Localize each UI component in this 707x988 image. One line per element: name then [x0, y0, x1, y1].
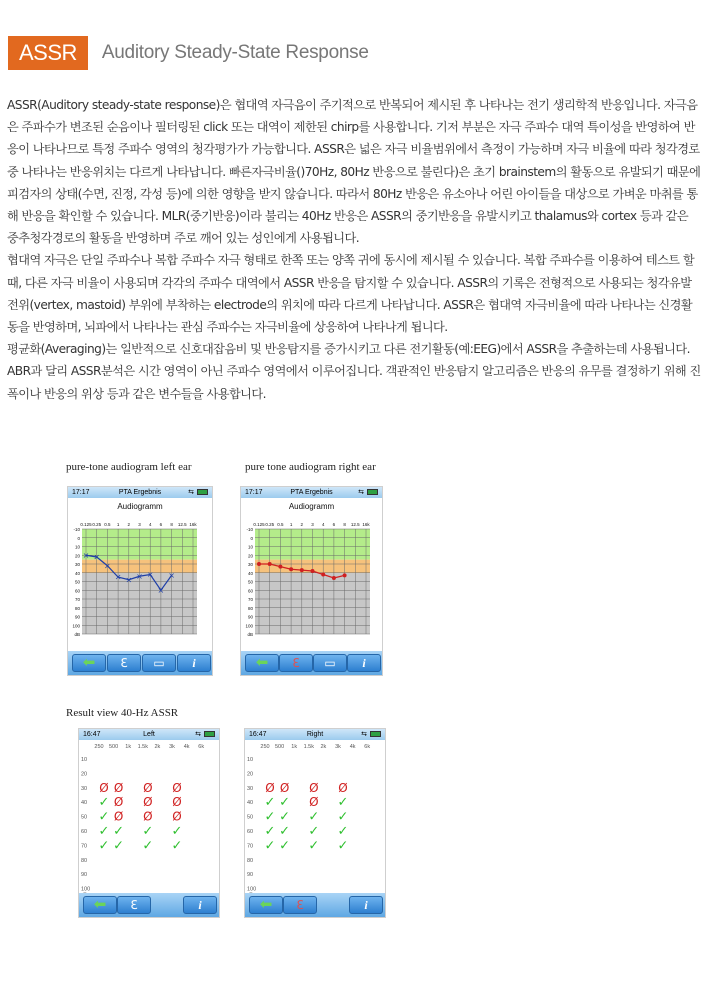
usb-icon: ⇆	[195, 731, 201, 738]
print-button[interactable]	[142, 654, 176, 672]
response-check-icon: ✓	[98, 795, 110, 811]
audiogram-chart-right	[241, 511, 384, 649]
ear-button[interactable]	[283, 896, 317, 914]
x-tick-label: 3	[311, 522, 314, 527]
y-tick-label: 20	[247, 553, 253, 559]
y-tick-label: -10	[246, 527, 253, 532]
data-point: ×	[114, 572, 122, 582]
no-response-icon: Ø	[172, 795, 182, 810]
row-label: 80	[81, 857, 88, 864]
y-tick-label: 40	[247, 570, 253, 576]
row-label: 60	[247, 829, 254, 835]
button-bar	[245, 893, 385, 917]
column-header: 1.5k	[303, 744, 315, 750]
x-tick-label: 3	[138, 522, 141, 527]
y-tick-label: 40	[74, 570, 80, 576]
battery-icon	[367, 489, 378, 495]
print-button[interactable]	[313, 654, 347, 672]
battery-icon	[204, 731, 215, 737]
column-header: 500	[109, 744, 119, 750]
no-response-icon: Ø	[279, 780, 290, 795]
no-response-icon: Ø	[309, 795, 319, 810]
y-tick-label: 0	[77, 535, 80, 541]
response-check-icon: ✓	[264, 809, 276, 825]
y-tick-label: 0	[250, 535, 253, 541]
body-text	[7, 94, 701, 405]
section-badge: ASSR	[8, 36, 88, 70]
column-header: 1k	[291, 744, 298, 750]
x-tick-label: 0.25	[265, 522, 275, 527]
section-subtitle: Auditory Steady-State Response	[101, 42, 369, 63]
info-icon: i	[364, 898, 368, 912]
data-point	[278, 565, 282, 569]
row-label: 30	[81, 785, 88, 792]
y-tick-label: 10	[74, 544, 80, 550]
row-label: 20	[81, 771, 88, 778]
y-tick-label: 100	[245, 623, 253, 629]
row-label: 50	[81, 814, 88, 821]
assr-result-grid-left	[79, 740, 221, 895]
usb-icon: ⇆	[361, 731, 367, 738]
row-label: 10	[81, 757, 88, 763]
ear-button[interactable]	[279, 654, 313, 672]
x-tick-label: 12.5	[177, 522, 187, 527]
response-check-icon: ✓	[337, 838, 349, 854]
row-label: 90	[81, 872, 88, 879]
y-tick-label: 70	[247, 597, 253, 602]
battery-icon	[197, 489, 208, 495]
back-button[interactable]	[249, 896, 283, 914]
x-tick-label: 8	[343, 522, 346, 527]
info-button[interactable]	[177, 654, 211, 672]
paragraph: 평균화(Averaging)는 일반적으로 신호대잡음비 및 반응탐지를 증가시키고 다른 전기활동(예:EEG)에서 ASSR을 추출하는데 사용됩니다. ABR과 달리 ASSR분석은 시간 영역이 아닌 주파수 영역에서 이루어집니다. 객관적인 반응탐지 알고리즘은 반응의 유무를 결정하기 위해 진폭이나 반응의 위상 등과 같은 변수들을 사용합니다.	[7, 342, 701, 401]
response-check-icon: ✓	[264, 795, 276, 811]
caption-right-audiogram: pure tone audiogram right ear	[245, 461, 376, 473]
data-point	[332, 576, 336, 580]
column-header: 6k	[198, 744, 205, 750]
column-header: 1k	[125, 744, 132, 750]
info-button[interactable]	[183, 896, 217, 914]
y-tick-label: dB	[74, 632, 80, 637]
data-point	[300, 568, 304, 572]
screen-title: PTA Ergebnis	[290, 489, 333, 496]
x-tick-label: 0.125	[253, 522, 265, 527]
row-label: 90	[247, 872, 254, 879]
x-tick-label: 0.25	[92, 522, 102, 527]
x-tick-label: 16k	[189, 522, 197, 527]
back-arrow-icon: ⬅	[255, 653, 269, 671]
info-icon: i	[192, 656, 196, 670]
back-button[interactable]	[83, 896, 117, 914]
y-tick-label: 10	[247, 544, 253, 550]
data-point: ×	[168, 570, 175, 580]
caption-left-audiogram: pure-tone audiogram left ear	[66, 461, 192, 473]
x-tick-label: 12.5	[350, 522, 360, 527]
x-tick-label: 6	[159, 522, 163, 527]
no-response-icon: Ø	[113, 809, 124, 824]
y-tick-label: 80	[247, 605, 253, 611]
status-time: 16:47	[249, 731, 267, 738]
caption-result-view: Result view 40-Hz ASSR	[66, 707, 179, 719]
button-bar	[241, 651, 382, 675]
no-response-icon: Ø	[338, 780, 348, 795]
ear-button[interactable]	[117, 896, 151, 914]
response-check-icon: ✓	[279, 838, 291, 854]
x-tick-label: 0.125	[80, 522, 92, 527]
usb-icon: ⇆	[358, 489, 364, 496]
assr-result-grid-right	[245, 740, 387, 895]
back-button[interactable]	[72, 654, 106, 672]
paragraph: 협대역 자극은 단일 주파수나 복합 주파수 자극 형태로 한쪽 또는 양쪽 귀에 동시에 제시될 수 있습니다. 복합 주파수를 이용하여 테스트 할 때, 다른 자극 비율이 사용되며 각각의 주파수 대역에서 ASSR 반응을 탐지할 수 있습니다. ASSR의 기록은 전형적으로 사용되는 청각유발전위(vertex, mastoid) 부위에 부착하는 electrode의 위치에 따라 다르게 나타납니다. ASSR은 협대역 자극비율에 따라 나타나는 신경활동을 반영하며, 뇌파에서 나타나는 관심 주파수는 자극비율에 상응하여 나타나게 됩니다.	[7, 253, 695, 335]
status-time: 17:17	[72, 489, 90, 496]
x-tick-label: 1	[116, 522, 120, 527]
screen-title: Left	[143, 731, 155, 738]
response-check-icon: ✓	[98, 824, 110, 839]
data-point	[268, 562, 272, 566]
status-time: 16:47	[83, 731, 101, 738]
data-point: ×	[82, 550, 90, 560]
no-response-icon: Ø	[99, 780, 109, 795]
x-tick-label: 4	[321, 522, 325, 527]
ear-button[interactable]	[107, 654, 141, 672]
x-tick-label: 4	[148, 522, 152, 527]
no-response-icon: Ø	[172, 809, 182, 824]
response-check-icon: ✓	[308, 809, 320, 825]
paragraph: ASSR(Auditory steady-state response)은 협대역 자극음이 주기적으로 반복되어 제시된 후 나타나는 전기 생리학적 반응입니다. 자극음은 주파수가 변조된 순음이나 필터링된 click 또는 대역이 제한된 chirp를 사용합니다. 기저 부분은 자극 주파수 대역 특이성을 반영하여 반응이 나타나므로 특정 주파수 영역의 청각평가가 가능합니다. ASSR은 넓은 자극 비율범위에서 측정이 가능하며 자극 비율에 따라 청각경로 중 나타나는 반응위치는 다르게 나타납니다. 빠른자극비율()70Hz, 80Hz 반응으로 불린다)은 초기 brainstem의 활동으로 유발되기 때문에 피검자의 상태(수면, 진정, 각성 등)에 의한 영향을 받지 않습니다. 따라서 80Hz 반응은 유소아나 어린 아이들을 대상으로 가벼운 마취를 통해 반응을 확인할 수 있습니다. MLR(중기반응)이라 불리는 40Hz 반응은 ASSR의 중기반응을 유발시키고 thalamus와 cortex 등과 같은 중추청각경로의 활동을 반영하며 주로 깨어 있는 성인에게 사용됩니다.	[7, 98, 701, 246]
status-bar	[241, 487, 382, 498]
audiogram-device-left	[67, 486, 213, 676]
y-tick-label: dB	[247, 632, 253, 637]
battery-icon	[370, 731, 381, 737]
column-header: 3k	[169, 744, 175, 750]
no-response-icon: Ø	[172, 780, 182, 795]
no-response-icon: Ø	[113, 795, 124, 810]
result-device-left	[78, 728, 220, 918]
status-time: 17:17	[245, 489, 263, 496]
y-tick-label: 70	[74, 597, 80, 602]
y-tick-label: 30	[74, 562, 80, 567]
response-check-icon: ✓	[264, 824, 276, 839]
y-tick-label: 60	[74, 588, 80, 594]
column-header: 2k	[154, 744, 161, 750]
no-response-icon: Ø	[309, 780, 319, 795]
response-check-icon: ✓	[337, 824, 349, 839]
row-label: 100	[81, 886, 91, 893]
row-label: 100	[247, 886, 257, 893]
data-point	[289, 567, 293, 571]
response-check-icon: ✓	[337, 809, 349, 825]
column-header: 3k	[335, 744, 341, 750]
back-arrow-icon: ⬅	[259, 895, 273, 913]
response-check-icon: ✓	[171, 838, 183, 854]
response-check-icon: ✓	[98, 838, 110, 854]
status-bar	[79, 729, 219, 740]
row-label: 20	[247, 771, 254, 778]
screen-title: PTA Ergebnis	[118, 489, 162, 496]
no-response-icon: Ø	[143, 809, 153, 824]
row-label: 10	[247, 757, 254, 763]
status-bar	[68, 487, 212, 498]
button-bar	[79, 893, 219, 917]
data-point	[321, 573, 325, 577]
response-check-icon: ✓	[171, 824, 183, 839]
response-check-icon: ✓	[308, 838, 320, 854]
info-button[interactable]	[349, 896, 383, 914]
printer-icon: ▭	[153, 656, 165, 670]
response-check-icon: ✓	[142, 838, 154, 854]
y-tick-label: 90	[247, 614, 253, 620]
ear-icon: ℇ	[130, 898, 138, 912]
ear-icon: ℇ	[296, 898, 304, 912]
column-header: 250	[260, 744, 270, 750]
column-header: 6k	[364, 744, 371, 750]
ear-icon: ℇ	[292, 656, 300, 670]
response-check-icon: ✓	[279, 809, 291, 825]
row-label: 70	[81, 843, 88, 850]
response-check-icon: ✓	[337, 795, 349, 811]
data-point: ×	[136, 571, 143, 581]
response-check-icon: ✓	[279, 824, 291, 839]
column-header: 1.5k	[137, 744, 149, 750]
back-arrow-icon: ⬅	[82, 653, 96, 671]
x-tick-label: 2	[127, 522, 131, 527]
audiogram-device-right	[240, 486, 383, 676]
column-header: 4k	[183, 744, 190, 750]
row-label: 30	[247, 785, 254, 792]
section-header	[8, 36, 369, 70]
audiogram-chart-left	[68, 511, 214, 649]
response-check-icon: ✓	[98, 809, 110, 825]
data-point: ×	[104, 561, 111, 571]
y-tick-label: 80	[74, 605, 80, 611]
no-response-icon: Ø	[143, 780, 153, 795]
x-tick-label: 1	[289, 522, 293, 527]
row-label: 40	[81, 800, 88, 807]
column-header: 2k	[320, 744, 327, 750]
y-tick-label: 50	[247, 579, 253, 585]
chart-title: Audiogramm	[288, 502, 335, 511]
y-tick-label: 90	[74, 614, 80, 620]
response-check-icon: ✓	[142, 824, 154, 839]
data-point	[343, 573, 347, 577]
info-icon: i	[198, 898, 202, 912]
back-button[interactable]	[245, 654, 279, 672]
usb-icon: ⇆	[188, 489, 194, 496]
button-bar	[68, 651, 212, 675]
no-response-icon: Ø	[265, 780, 275, 795]
row-label: 40	[247, 800, 254, 807]
x-tick-label: 2	[300, 522, 304, 527]
data-point: ×	[93, 552, 101, 562]
column-header: 4k	[349, 744, 356, 750]
no-response-icon: Ø	[143, 795, 153, 810]
y-tick-label: 20	[74, 553, 80, 559]
response-check-icon: ✓	[279, 795, 291, 811]
y-tick-label: 30	[247, 562, 253, 567]
x-tick-label: 16k	[362, 522, 370, 527]
no-response-icon: Ø	[113, 780, 124, 795]
data-point	[311, 569, 315, 573]
column-header: 250	[94, 744, 104, 750]
row-label: 60	[81, 829, 88, 835]
response-check-icon: ✓	[113, 824, 125, 839]
data-point: ×	[157, 585, 165, 595]
info-button[interactable]	[347, 654, 381, 672]
back-arrow-icon: ⬅	[93, 895, 107, 913]
y-tick-label: 60	[247, 588, 253, 594]
y-tick-label: -10	[73, 527, 80, 532]
x-tick-label: 0.5	[104, 522, 111, 527]
row-label: 70	[247, 843, 254, 850]
status-bar	[245, 729, 385, 740]
screen-title: Right	[306, 731, 324, 738]
x-tick-label: 8	[170, 522, 173, 527]
printer-icon: ▭	[324, 656, 336, 670]
ear-icon: ℇ	[120, 656, 128, 670]
data-point	[257, 562, 261, 566]
response-check-icon: ✓	[264, 838, 276, 854]
row-label: 80	[247, 857, 254, 864]
y-tick-label: 100	[72, 623, 80, 629]
chart-title: Audiogramm	[117, 502, 163, 511]
row-label: 50	[247, 814, 254, 821]
x-tick-label: 0.5	[277, 522, 284, 527]
info-icon: i	[362, 656, 366, 670]
response-check-icon: ✓	[308, 824, 320, 839]
response-check-icon: ✓	[113, 838, 125, 854]
data-point: ×	[125, 575, 133, 585]
column-header: 500	[275, 744, 285, 750]
y-tick-label: 50	[74, 579, 80, 585]
result-device-right	[244, 728, 386, 918]
data-point: ×	[146, 570, 154, 579]
x-tick-label: 6	[332, 522, 336, 527]
